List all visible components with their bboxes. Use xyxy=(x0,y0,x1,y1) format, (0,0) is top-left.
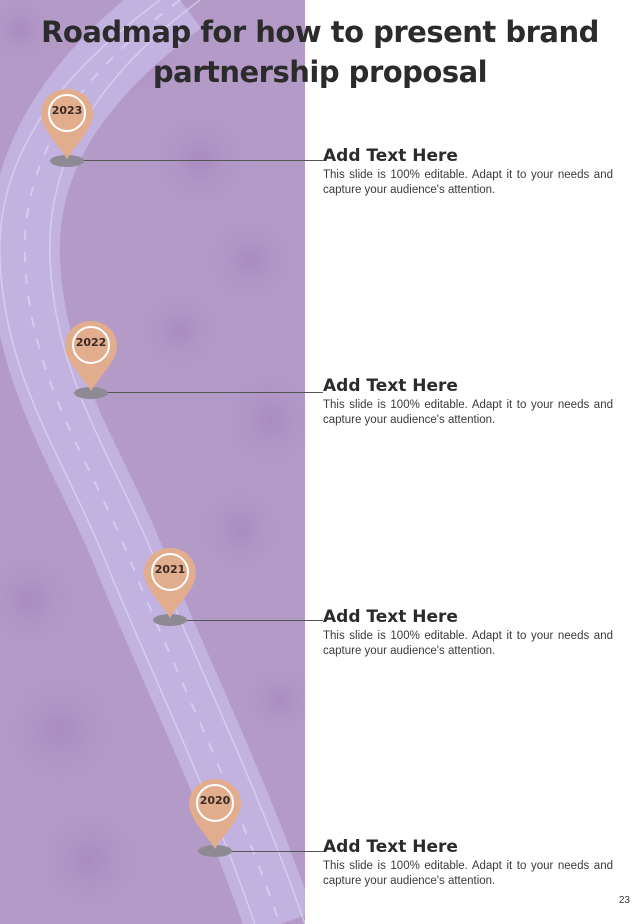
page-number: 23 xyxy=(618,895,630,906)
location-pin-icon xyxy=(142,546,198,628)
location-pin-icon xyxy=(39,87,95,169)
milestone-heading: Add Text Here xyxy=(323,376,458,396)
location-pin-icon xyxy=(187,777,243,859)
milestone-text-block xyxy=(323,376,613,427)
milestone-heading: Add Text Here xyxy=(323,146,458,166)
year-label: 2022 xyxy=(75,336,107,349)
milestone-text-block xyxy=(323,146,613,197)
year-label: 2023 xyxy=(51,104,83,117)
milestone-body: This slide is 100% editable. Adapt it to your needs and capture your audience's attention. xyxy=(323,860,613,887)
year-label: 2020 xyxy=(199,794,231,807)
page-title: Roadmap for how to present brand partnership proposal xyxy=(41,15,599,89)
milestone-body: This slide is 100% editable. Adapt it to your needs and capture your audience's attention. xyxy=(323,630,613,657)
connector-line xyxy=(67,160,323,161)
milestone-heading: Add Text Here xyxy=(323,837,458,857)
milestone-heading: Add Text Here xyxy=(323,607,458,627)
location-pin-icon xyxy=(63,319,119,401)
milestone-body: This slide is 100% editable. Adapt it to your needs and capture your audience's attention. xyxy=(323,399,613,426)
milestone-text-block xyxy=(323,607,613,658)
connector-line xyxy=(91,392,323,393)
year-label: 2021 xyxy=(154,563,186,576)
milestone-text-block xyxy=(323,837,613,888)
milestone-body: This slide is 100% editable. Adapt it to your needs and capture your audience's attention. xyxy=(323,169,613,196)
